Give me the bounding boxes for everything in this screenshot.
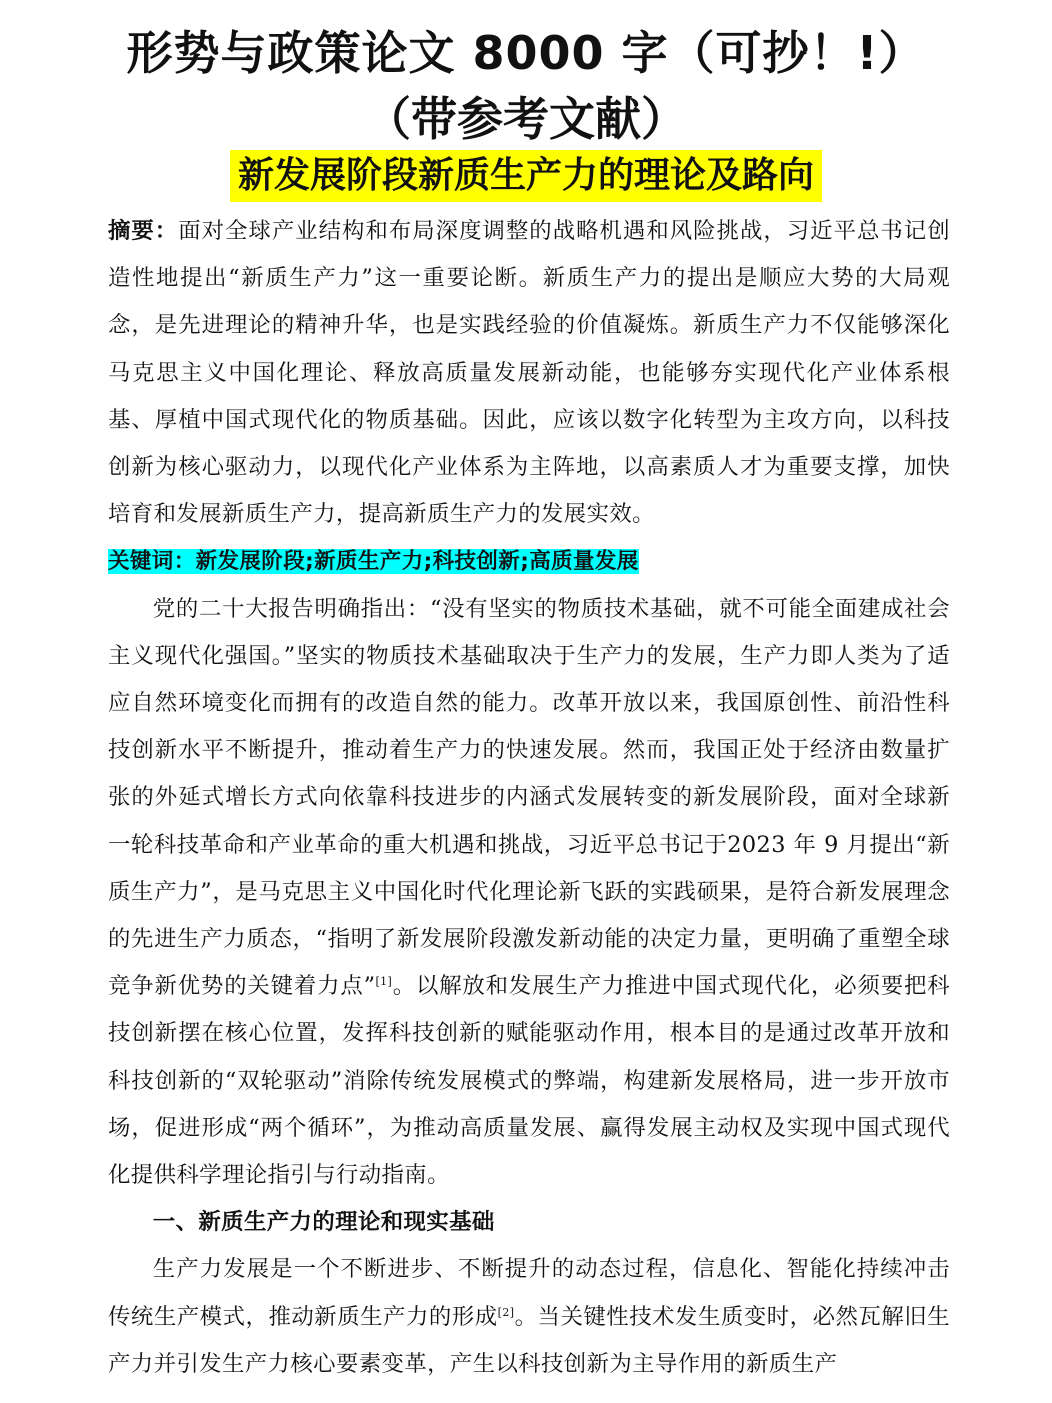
intro-text-part1: 党的二十大报告明确指出：“没有坚实的物质技术基础，就不可能全面建成社会主义现代化强国。”坚实的物质技术基础取决于生产力的发展，生产力即人类为了适应自然环境变化而拥有的改造自然的能力。改革开放以来，我国原创性、前沿性科技创新水平不断提升，推动着生产力的快速发展。然而，我国正处于经济由数量扩张的外延式增长方式向依靠科技进步的内涵式发展转变的新发展阶段，面对全球新一轮科技革命和产业革命的重大机遇和挑战，习近平总书记于2023 年 9 月提出“新质生产力”，是马克思主义中国化时代化理论新飞跃的实践硕果，是符合新发展理念的先进生产力质态，“指明了新发展阶段激发新动能的决定力量，更明确了重塑全球竞争新优势的关键着力点” <box>108 595 950 1000</box>
intro-paragraph <box>108 586 950 1200</box>
topic-title-wrap <box>0 150 1052 202</box>
citation-1: [1] <box>375 975 393 989</box>
section1-paragraph <box>108 1246 950 1388</box>
intro-text-part2: 。以解放和发展生产力推进中国式现代化，必须要把科技创新摆在核心位置，发挥科技创新的赋能驱动作用，根本目的是通过改革开放和科技创新的“双轮驱动”消除传统发展模式的弊端，构建新发展格局，进一步开放市场，促进形成“两个循环”，为推动高质量发展、赢得发展主动权及实现中国式现代化提供科学理论指引与行动指南。 <box>108 973 950 1189</box>
abstract-paragraph <box>108 208 950 538</box>
keywords-line <box>108 538 950 585</box>
section1-text-part2: 。当关键性技术发生质变时，必然瓦解旧生产力并引发生产力核心要素变革，产生以科技创新为主导作用的新质生产 <box>108 1303 950 1377</box>
section-heading: 一、新质生产力的理论和现实基础 <box>152 1209 495 1236</box>
keywords-text: 新发展阶段;新质生产力;科技创新;高质量发展 <box>195 549 639 575</box>
citation-2: [2] <box>497 1305 515 1319</box>
document-body <box>108 208 950 1388</box>
document-subtitle: （带参考文献） <box>365 92 687 146</box>
abstract-label: 摘要： <box>108 218 179 244</box>
document-title: 形势与政策论文 8000 字（可抄！!） <box>126 26 926 80</box>
topic-title: 新发展阶段新质生产力的理论及路向 <box>230 150 822 202</box>
abstract-text: 面对全球产业结构和布局深度调整的战略机遇和风险挑战，习近平总书记创造性地提出“新质生产力”这一重要论断。新质生产力的提出是顺应大势的大局观念，是先进理论的精神升华，也是实践经验的价值凝炼。新质生产力不仅能够深化马克思主义中国化理论、释放高质量发展新动能，也能够夯实现代化产业体系根基、厚植中国式现代化的物质基础。因此，应该以数字化转型为主攻方向，以科技创新为核心驱动力，以现代化产业体系为主阵地，以高素质人才为重要支撑，加快培育和发展新质生产力，提高新质生产力的发展实效。 <box>108 218 950 528</box>
section1-text-part1: 生产力发展是一个不断进步、不断提升的动态过程，信息化、智能化持续冲击传统生产模式，推动新质生产力的形成 <box>108 1256 950 1330</box>
keywords-label: 关键词： <box>108 549 196 575</box>
